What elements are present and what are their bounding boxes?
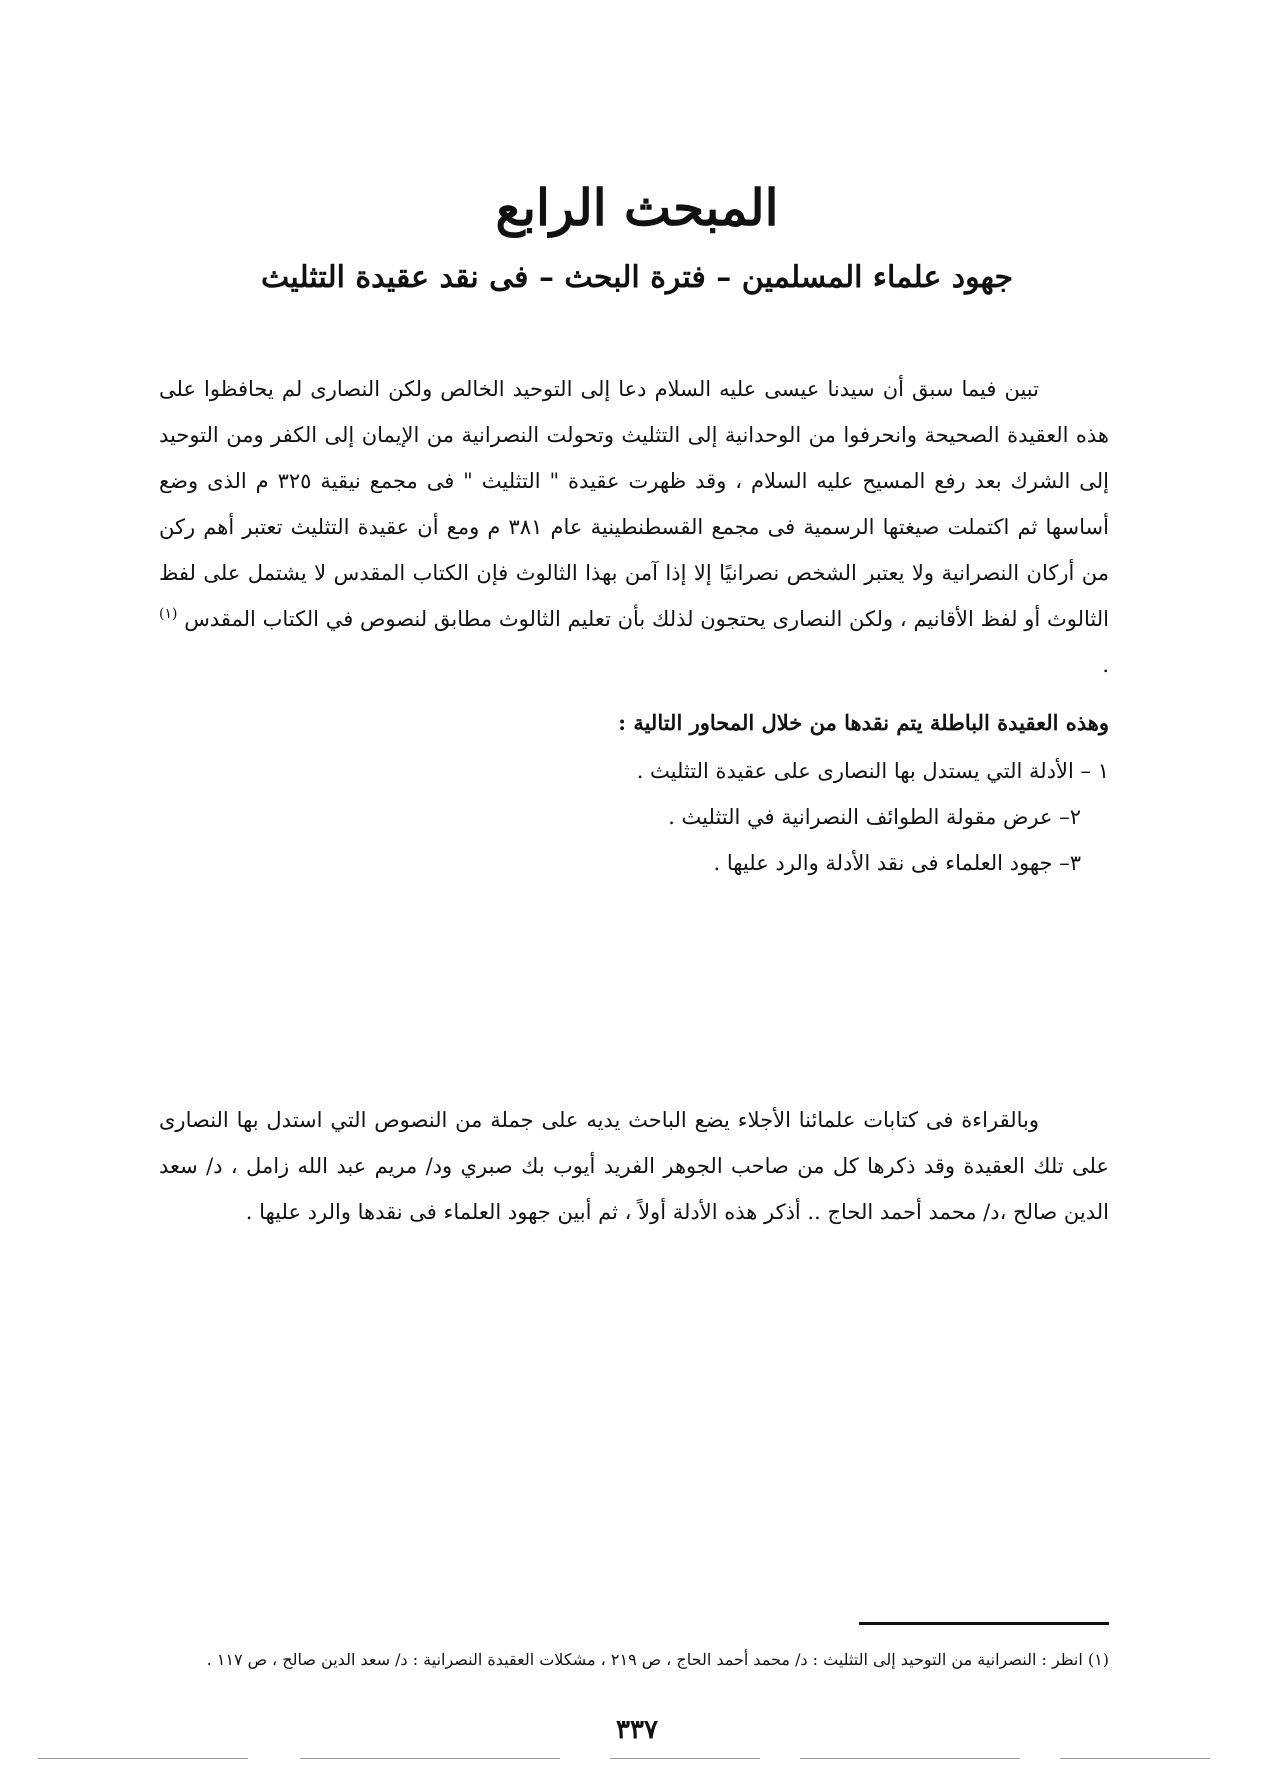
axis-item: ١ – الأدلة التي يستدل بها النصارى على عقيدة التثليث .: [636, 759, 1109, 783]
page-number: ٣٣٧: [616, 1715, 658, 1745]
scan-edge-line: [300, 1758, 560, 1759]
intro-paragraph-end: .: [1102, 653, 1109, 677]
intro-paragraph: [159, 366, 1109, 688]
closing-paragraph: وبالقراءة فى كتابات علمائنا الأجلاء يضع الباحث يديه على جملة من النصوص التي استدل بها النصارى على تلك العقيدة وقد ذكرها كل من صاحب الجوهر الفريد أيوب بك صبري ود/ مريم عبد الله زامل ، د/ سعد الدين صالح ،د/ محمد أحمد الحاج .. أذكر هذه الأدلة أولاً ، ثم أبين جهود العلماء فى نقدها والرد عليها .: [159, 1108, 1109, 1224]
chapter-title: المبحث الرابع: [495, 178, 779, 237]
footnote-reference[interactable]: (١): [159, 606, 178, 622]
axis-item: ٢– عرض مقولة الطوائف النصرانية في التثليث .: [668, 805, 1081, 829]
scan-edge-line: [1060, 1758, 1210, 1759]
footnote: [149, 1644, 1109, 1676]
scan-edge-line: [610, 1758, 760, 1759]
footnote-text: انظر : النصرانية من التوحيد إلى التثليث : د/ محمد أحمد الحاج ، ص ٢١٩ ، مشكلات العقيدة النصرانية : د/ سعد الدين صالح ، ص ١١٧ .: [206, 1650, 1083, 1669]
scan-edge-line: [800, 1758, 1020, 1759]
chapter-subtitle: جهود علماء المسلمين – فترة البحث – فى نقد عقيدة التثليث: [260, 260, 1014, 295]
intro-paragraph-text: تبين فيما سبق أن سيدنا عيسى عليه السلام دعا إلى التوحيد الخالص ولكن النصارى لم يحافظوا على هذه العقيدة الصحيحة وانحرفوا من الوحدانية إلى التثليث وتحولت النصرانية من الإيمان إلى الكفر ومن التوحيد إلى الشرك بعد رفع المسيح عليه السلام ، وقد ظهرت عقيدة " التثليث " فى مجمع نيقية ٣٢٥ م الذى وضع أساسها ثم اكتملت صيغتها الرسمية فى مجمع القسطنطينية عام ٣٨١ م ومع أن عقيدة التثليث تعتبر أهم ركن من أركان النصرانية ولا يعتبر الشخص نصرانيًا إلا إذا آمن بهذا الثالوث فإن الكتاب المقدس لا يشتمل على لفظ الثالوث أو لفظ الأقانيم ، ولكن النصارى يحتجون لذلك بأن تعليم الثالوث مطابق لنصوص في الكتاب المقدس: [159, 377, 1109, 631]
footnote-marker: (١): [1087, 1650, 1109, 1669]
scan-edge-line: [38, 1758, 248, 1759]
axes-list: [159, 748, 1109, 886]
axes-lead: وهذه العقيدة الباطلة يتم نقدها من خلال المحاور التالية :: [618, 710, 1109, 735]
axis-item: ٣– جهود العلماء فى نقد الأدلة والرد عليها .: [713, 851, 1081, 875]
footnote-separator: [859, 1622, 1109, 1625]
